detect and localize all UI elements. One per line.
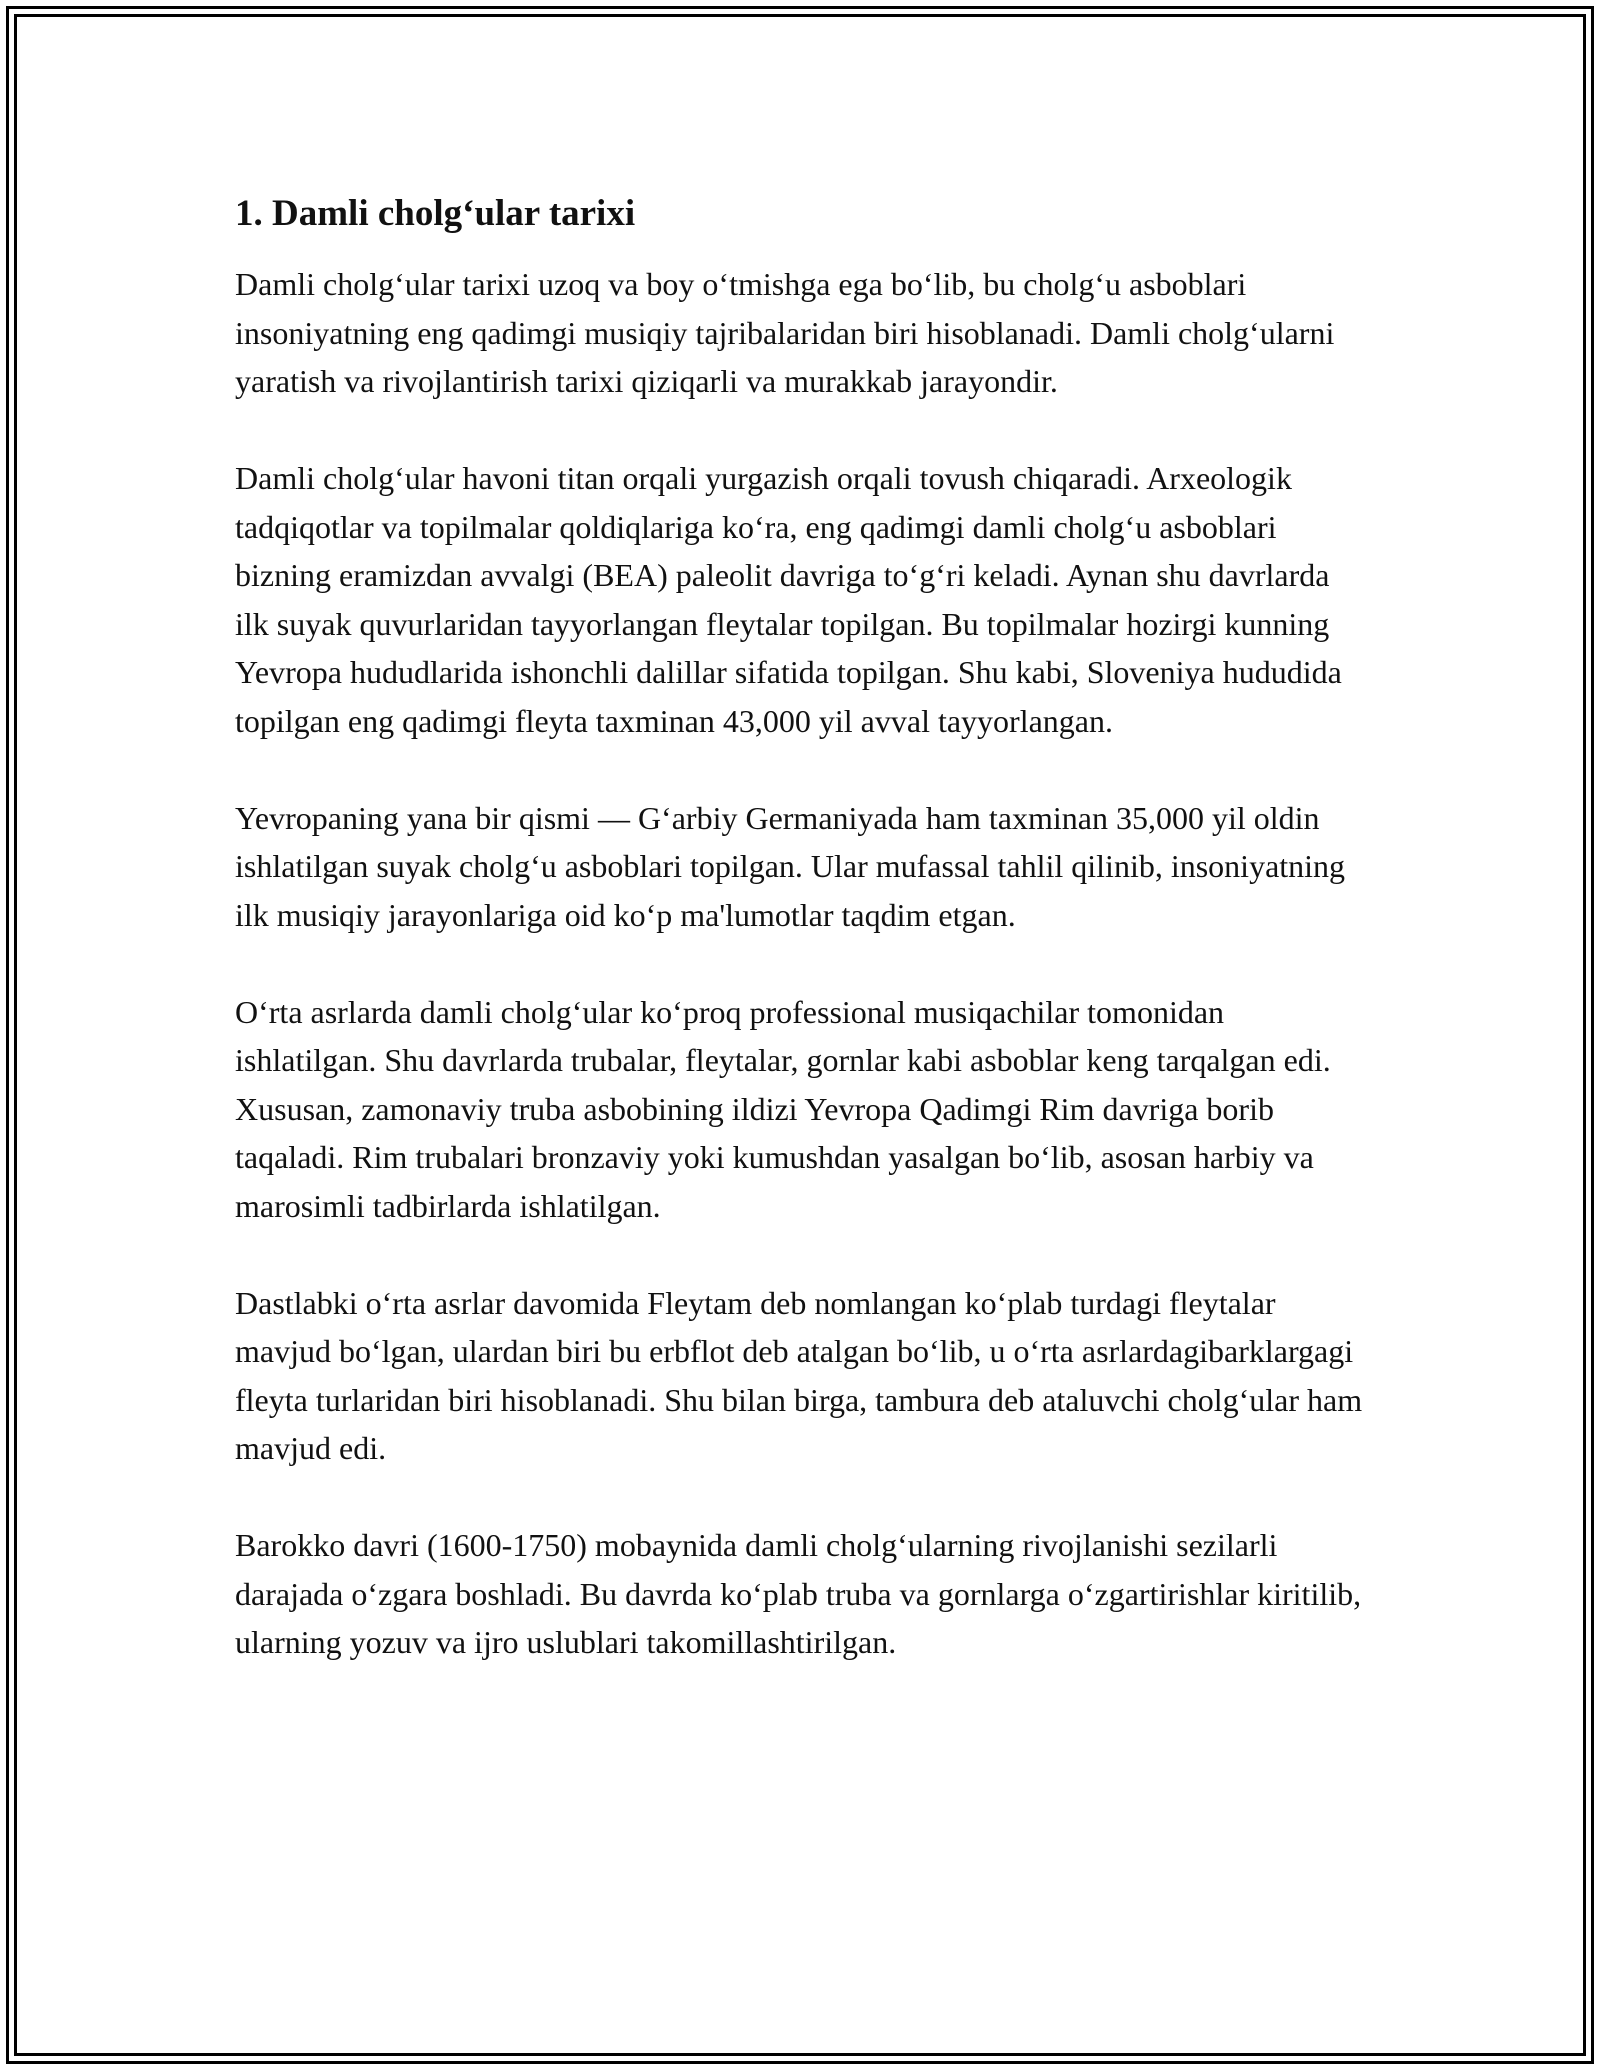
paragraph: Dastlabki o‘rta asrlar davomida Fleytam deb nomlangan ko‘plab turdagi fleytalar mavjud bo‘lgan, ulardan biri bu erbflot deb atalgan bo‘lib, u o‘rta asrlardagibarklargagi fleyta turlaridan biri hisoblanadi. Shu bilan birga, tambura deb ataluvchi cholg‘ular ham mavjud edi. (235, 1284, 1363, 1466)
document-body (235, 188, 1365, 1667)
paragraph: Damli cholg‘ular tarixi uzoq va boy o‘tmishga ega bo‘lib, bu cholg‘u asboblari insoniyatning eng qadimgi musiqiy tajribalaridan biri hisoblanadi. Damli cholg‘ularni yaratish va rivojlantirish tarixi qiziqarli va murakkab jarayondir. (235, 266, 1335, 399)
section-heading: 1. Damli cholg‘ular tarixi (235, 193, 636, 234)
paragraph: Yevropaning yana bir qismi — G‘arbiy Germaniyada ham taxminan 35,000 yil oldin ishlatilgan suyak cholg‘u asboblari topilgan. Ular mufassal tahlil qilinib, insoniyatning ilk musiqiy jarayonlariga oid ko‘p ma'lumotlar taqdim etgan. (235, 799, 1346, 933)
paragraph: Barokko davri (1600-1750) mobaynida damli cholg‘ularning rivojlanishi sezilarli darajada o‘zgara boshladi. Bu davrda ko‘plab truba va gornlarga o‘zgartirishlar kiritilib, ularning yozuv va ijro uslublari takomillashtirilgan. (235, 1527, 1362, 1660)
paragraph: O‘rta asrlarda damli cholg‘ular ko‘proq professional musiqachilar tomonidan ishlatilgan. Shu davrlarda trubalar, fleytalar, gornlar kabi asboblar keng tarqalgan edi. Xususan, zamonaviy truba asbobining ildizi Yevropa Qadimgi Rim davriga borib taqaladi. Rim trubalari bronzaviy yoki kumushdan yasalgan bo‘lib, asosan harbiy va marosimli tadbirlarda ishlatilgan. (235, 993, 1331, 1224)
paragraph: Damli cholg‘ular havoni titan orqali yurgazish orqali tovush chiqaradi. Arxeologik tadqiqotlar va topilmalar qoldiqlariga ko‘ra, eng qadimgi damli cholg‘u asboblari bizning eramizdan avvalgi (BEA) paleolit davriga to‘g‘ri keladi. Aynan shu davrlarda ilk suyak quvurlaridan tayyorlangan fleytalar topilgan. Bu topilmalar hozirgi kunning Yevropa hududlarida ishonchli dalillar sifatida topilgan. Shu kabi, Sloveniya hududida topilgan eng qadimgi fleyta taxminan 43,000 yil avval tayyorlangan. (235, 460, 1342, 739)
